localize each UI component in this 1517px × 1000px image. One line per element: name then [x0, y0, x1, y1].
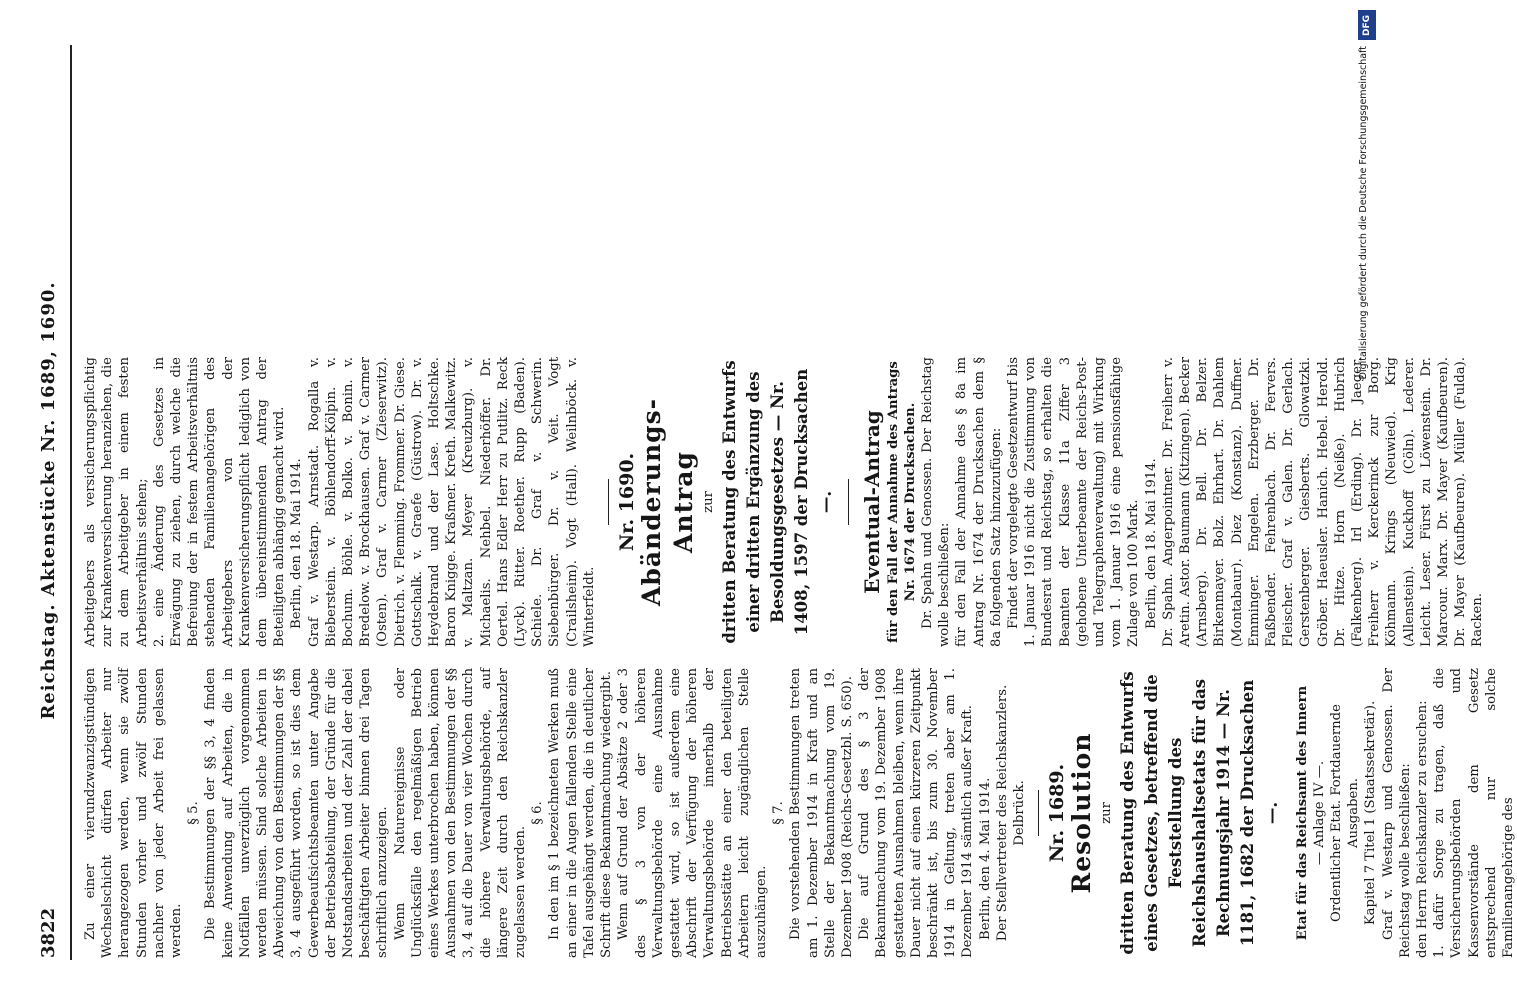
paragraph: Wenn Naturereignisse oder Unglücksfälle den regelmäßigen Betrieb eines Werkes unterbrochen haben, können Ausnahmen von den Bestimmungen der §§ 3, 4 auf die Dauer von vier Wochen durch die höhere Verwaltungsbehörde, auf längere Zeit durch den Reichskanzler zugelassen werden.: [392, 668, 529, 958]
left-column: [82, 668, 1517, 958]
eventual-subheading: für den Fall der Annahme des Antrags Nr. 1674 der Drucksachen.: [885, 361, 918, 643]
separator: [1038, 790, 1039, 836]
zur-label: zur: [701, 491, 717, 513]
signature-title: Der Stellvertreter des Reichskanzlers.: [994, 684, 1010, 942]
section-heading: § 6.: [530, 801, 546, 825]
eventual-heading: Eventual-Antrag: [859, 410, 884, 594]
zur-label: zur: [1099, 802, 1115, 824]
middle-column: [82, 357, 1487, 647]
signature-name: Delbrück.: [1011, 780, 1027, 846]
signatory-names: Dr. Spahn. Angerpointner. Dr. Freiherr v. Aretin. Astor. Baumann (Kitzingen). Becker (Arnsberg). Dr. Bell. Dr. Belzer. Birkenmayer. Bolz. Ehrhart. Dr. Dahlem (Montabaur). Diez (Konstanz). Duffner. Emminger. Engelen. Erzberger. Dr. Faßbender. Fehrenbach. Dr. Fervers. Fleischer. Graf v. Galen. Dr. Gerlach. Gerstenberger. Giesberts. Glowatzki. Gröber. Haeusler. Hanich. Hebel. Herold. Dr. Hitze. Horn (Neiße). Hubrich (Falkenberg). Irl (Erding). Dr. Jaeger. Freiherr v. Kerckerinck zur Borg. Köhmann. Krings (Neuwied). Krig (Allenstein). Kuckhoff (Cöln). Lederer. Leicht. Leser. Fürst zu Löwenstein. Dr. Marcour. Marx. Dr. Mayer (Kaufbeuren). Dr. Mayer (Kaufbeuren). Müller (Fulda). Racken.: [1160, 357, 1486, 647]
header-rule: [70, 45, 72, 960]
list-item: 1. dafür Sorge zu tragen, daß die Versicherungsbehörden und Kassenvorstände dem Gesetz entsprechend nur solche Familienangehörige des: [1432, 668, 1517, 958]
document-title: Resolution: [1067, 732, 1097, 894]
motion-line: Graf v. Westarp und Genossen. Der Reichstag wolle beschließen:: [1380, 668, 1413, 958]
page-header: [38, 43, 66, 958]
paragraph: In den im § 1 bezeichneten Werken muß an einer in die Augen fallenden Stelle eine Tafel ausgehängt werden, die in deutlicher Schrift diese Bekanntmachung wiedergibt.: [547, 668, 615, 958]
list-item: 2. eine Änderung des Gesetzes in Erwägung zu ziehen, durch welche die Befreiung der in festem Arbeitsverhältnis stehenden Familienangehörigen des Arbeitgebers von der Krankenversicherungspflicht lediglich von dem übereinstimmenden Antrag der Beteiligten abhängig gemacht wird.: [151, 357, 288, 647]
funding-note: Digitalisierung gefördert durch die Deutsche Forschungsgemeinschaft: [1358, 46, 1369, 380]
etat-heading: Etat für das Reichsamt des Innern: [1294, 685, 1310, 941]
date-line: Berlin, den 18. Mai 1914.: [289, 458, 305, 629]
document-number: Nr. 1690.: [616, 452, 639, 552]
paragraph: Die vorstehenden Bestimmungen treten am 1. Dezember 1914 in Kraft und an Stelle der Bekanntmachung vom 19. Dezember 1908 (Reichs-Gesetzbl. S. 650).: [788, 668, 855, 958]
paragraph: Die auf Grund des § 3 der Bekanntmachung vom 19. Dezember 1908 gestatteten Ausnahmen bleiben, wenn ihre Dauer nicht auf einen kürzeren Zeitpunkt beschränkt ist, bis zum 30. November 1914 in Geltung, treten aber am 1. Dezember 1914 sämtlich außer Kraft.: [857, 668, 976, 958]
section-heading: § 7.: [771, 801, 787, 825]
separator: [848, 479, 849, 525]
ordentlicher-etat: Ordentlicher Etat. Fortdauernde Ausgaben.: [1328, 704, 1362, 922]
document-subtitle: dritten Beratung des Entwurfs eines Gesetzes, betreffend die Feststellung des Reichshaushaltsetats für das Rechnungsjahr 1914 — Nr. 1181, 1682 der Drucksachen —.: [1117, 671, 1281, 955]
anlage-line: — Anlage IV —.: [1311, 760, 1327, 866]
document-number: Nr. 1689.: [1046, 763, 1069, 863]
document-subtitle: dritten Beratung des Entwurfs einer dritten Ergänzung des Besoldungsgesetzes — Nr. 1408, 1597 der Drucksachen —.: [719, 360, 835, 644]
motion-line: Dr. Spahn und Genossen. Der Reichstag wolle beschließen:: [919, 357, 953, 647]
kapitel-line: Kapitel 7 Titel 1 (Staatssekretär).: [1363, 700, 1379, 926]
signatory-names: Graf v. Westarp. Arnstadt. Rogalla v. Bieberstein. v. Böhlendorff-Kölpin. v. Bochum. Böhle. v. Bolko. v. Bonin. v. Bredelow. v. Brockhausen. Graf v. Carmer (Osten). Graf v. Carmer (Zieserwitz). Dietrich. v. Flemming. Frommer. Dr. Giese. Gottschalk. v. Graefe (Güstrow). Dr. v. Heydebrand und der Lase. Holtschke. Baron Knigge. Kraßmer. Kreth. Malkewitz. v. Maltzan. Meyer (Kreuzburg). v. Michaelis. Nehbel. Niederhöffer. Dr. Oertel. Hans Edler Herr zu Putlitz. Reck (Lyck). Ritter. Roether. Rupp (Baden). Schiele. Dr. Graf v. Schwerin. Siebenbürger. Dr. v. Veit. Vogt (Crailsheim). Vogt (Hall). Weilnböck. v. Winterfeldt.: [306, 357, 597, 647]
paragraph: Wenn auf Grund der Absätze 2 oder 3 des § 3 von der höheren Verwaltungsbehörde eine Ausnahme gestattet wird, so ist außerdem eine Abschrift der Verfügung der höheren Verwaltungsbehörde innerhalb der Betriebsstätte an einer den beteiligten Arbeitern leicht zugänglichen Stelle auszuhängen.: [616, 668, 769, 958]
date-line: Berlin, den 4. Mai 1914.: [977, 777, 993, 940]
date-line: Berlin, den 18. Mai 1914.: [1143, 458, 1159, 629]
paragraph: für den Fall der Annahme des § 8a im Antrag Nr. 1674 der Drucksachen dem § 8a folgenden Satz hinzuzufügen:: [954, 357, 1004, 647]
running-title: Reichstag. Aktenstücke Nr. 1689, 1690.: [38, 281, 59, 720]
paragraph: Zu einer vierundzwanzigstündigen Wechselschicht dürfen Arbeiter nur herangezogen werden, wenn sie zwölf Stunden vorher und zwölf Stunden nachher von jeder Arbeit frei gelassen werden.: [83, 668, 185, 958]
sidebar: [1356, 10, 1378, 990]
dfg-logo: DFG: [1358, 10, 1376, 40]
paragraph: Die Bestimmungen der §§ 3, 4 finden keine Anwendung auf Arbeiten, die in Notfällen unverzüglich vorgenommen werden müssen. Sind solche Arbeiten in Abweichung von den Bestimmungen der §§ 3, 4 ausgeführt worden, so ist dies dem Gewerbeaufsichtsbeamten unter Angabe der Betriebsabteilung, der Gründe für die Notstandsarbeiten und der Zahl der dabei beschäftigten Arbeiter binnen drei Tagen schriftlich anzuzeigen.: [203, 668, 391, 958]
document-title: Abänderungs-Antrag: [637, 397, 699, 607]
page-number: 3822: [38, 907, 59, 958]
paragraph: Arbeitgebers als versicherungspflichtig zur Krankenversicherung heranziehen, die zu dem Arbeitgeber in einem festen Arbeitsverhältnis stehen;: [83, 357, 150, 647]
separator: [608, 479, 609, 525]
section-heading: § 5.: [186, 801, 202, 825]
request-line: den Herrn Reichskanzler zu ersuchen:: [1415, 700, 1430, 958]
quoted-text: Findet der vorgelegte Gesetzentwurf bis 1. Januar 1916 nicht die Zustimmung von Bundesrat und Reichstag, so erhalten die Beamten der Klasse 11a Ziffer 3 (gehobene Unterbeamte der Reichs-Post- und Telegraphenverwaltung) mit Wirkung vom 1. Januar 1916 eine pensionsfähige Zulage von 100 Mark.: [1005, 357, 1142, 647]
